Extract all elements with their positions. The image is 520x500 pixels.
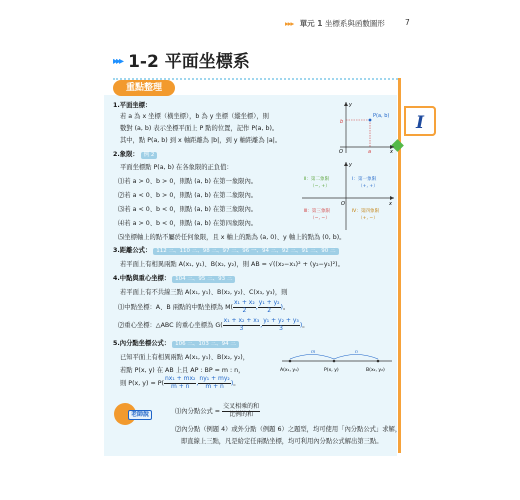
page-number: 7 xyxy=(405,18,410,27)
s3-distance-formula: 若平面上有相異兩點 A(x₁, y₁)、B(x₂, y₂)，則 AB = √((x₂−x₁)² + (y₂−y₁)²)。 xyxy=(120,261,344,268)
fig2-origin-label: O xyxy=(341,201,345,207)
s5-line-b: 若點 P(x, y) 在 AB 上且 AP : BP = m : n， xyxy=(120,367,245,374)
fig2-q1: Ⅰ：第一象限 xyxy=(352,177,377,182)
s1-heading: 1.平面坐標： xyxy=(113,102,152,109)
s2-tag: 例 2 xyxy=(141,152,158,159)
fig1-origin-label: O xyxy=(339,149,343,155)
key-points-badge: 重點整理 xyxy=(113,80,175,96)
fig2-q3-sign: （−, −） xyxy=(310,216,330,221)
teacher-fraction: $\frac{\text{交叉相乘的和}}{\text{比例的和}}$ xyxy=(223,403,260,418)
section-arrows: ▸▸▸ xyxy=(113,56,123,67)
s2-quadrant-1: ⑴若 a > 0、b > 0，則點 (a, b) 在第一象限內。 xyxy=(118,178,258,185)
s3-tag: 112 三、110 三、98 三、97 三、96 一、94 三、92 三、91 三、90 三 xyxy=(153,248,338,255)
running-header xyxy=(285,18,410,29)
s1-line-a: 若 a 為 x 坐標（橫坐標），b 為 y 坐標（縱坐標），則 xyxy=(120,113,269,120)
s3-heading: 3.距離公式： 112 三、110 三、98 三、97 三、96 一、94 三、92 三、91 三、90 三 xyxy=(113,246,339,255)
fig3-m-label: m xyxy=(311,350,316,355)
fig2-x-label: x xyxy=(389,201,392,207)
s2-quadrant-4: ⑷若 a > 0、b < 0，則點 (a, b) 在第四象限內。 xyxy=(118,220,258,227)
chapter-tab-label: I xyxy=(404,106,436,136)
fig3-a-label: A(x₁, y₁) xyxy=(280,368,299,373)
header-title: 坐標系與函數圖形 xyxy=(324,19,385,28)
fig1-x-label: x xyxy=(390,149,393,155)
fig3-p-label: P(x, y) xyxy=(324,368,339,373)
s2-axis-note: ⑸坐標軸上的點不屬於任何象限，且 x 軸上的點為 (a, 0)、y 軸上的點為 (0, b)。 xyxy=(118,234,346,241)
fig3-n-label: n xyxy=(355,350,358,355)
fig2-q3: Ⅲ：第三象限 xyxy=(304,209,331,214)
s4-tag: 104 三、95 三、93 三 xyxy=(172,276,235,283)
p-y-fraction: $\frac{\text{ny₁ + my₂}}{m + n}$ xyxy=(199,375,230,390)
mid-y-fraction: $\frac{\text{y₁ + y₂}}{2}$ xyxy=(258,299,280,314)
s4-heading: 4.中點與重心坐標： 104 三、95 三、93 三 xyxy=(113,274,235,283)
s4-centroid: ⑵重心坐標：△ABC 的重心坐標為 G( $\frac{\text{x₁ + x₂ + x₃}}{3}$ , $\frac{\text{y₁ + y₂ + y₃}}{3}$ )。 xyxy=(118,317,309,332)
s2-quadrant-2: ⑵若 a < 0、b > 0，則點 (a, b) 在第二象限內。 xyxy=(118,192,258,199)
internal-division-figure xyxy=(280,346,396,378)
s2-heading: 2.象限： 例 2 xyxy=(113,150,157,159)
header-unit: 單元 1 xyxy=(299,19,323,28)
s2-quadrant-3: ⑶若 a < 0、b < 0，則點 (a, b) 在第三象限內。 xyxy=(118,206,258,213)
fig1-y-label: y xyxy=(349,102,352,108)
fig1-p-label: P(a, b) xyxy=(373,113,390,119)
point-coordinate-figure xyxy=(328,100,396,155)
teacher-label: 老師說 xyxy=(128,410,152,420)
side-accent-bar xyxy=(398,78,401,453)
s5-heading: 5.內分點坐標公式： 106 三、103 三、94 三 xyxy=(113,339,239,348)
fig2-q1-sign: （+, +） xyxy=(358,184,378,189)
teacher-note-2: ⑵內分點（例題 4）或外分點（例題 6）之題型，均可使用「內分點公式」求解， xyxy=(175,426,402,433)
s1-line-c: 其中，點 P(a, b) 到 x 軸距離為 |b|，到 y 軸距離為 |a|。 xyxy=(120,137,282,144)
g-x-fraction: $\frac{\text{x₁ + x₂ + x₃}}{3}$ xyxy=(223,317,260,332)
fig3-b-label: B(x₂, y₂) xyxy=(366,368,385,373)
fig2-q2-sign: （−, +） xyxy=(310,184,330,189)
s2-line-a: 平面坐標點 P(a, b) 在各象限的正負值： xyxy=(120,164,233,171)
chapter-tab xyxy=(404,106,436,136)
fig1-a-label: a xyxy=(368,149,372,155)
s4-midpoint: ⑴中點坐標：A、B 兩點的中點坐標為 M( $\frac{\text{x₁ + x₂}}{2}$ , $\frac{\text{y₁ + y₂}}{2}$ )。 xyxy=(118,299,290,314)
fig2-q4-sign: （+, −） xyxy=(358,216,378,221)
teacher-note-1: ⑴內分點公式 = $\frac{\text{交叉相乘的和}}{\text{比例的和}}$ xyxy=(175,403,260,418)
section-title xyxy=(113,47,250,72)
s5-division-formula: 則 P(x, y) = P( $\frac{\text{nx₁ + mx₂}}{m + n}$ , $\frac{\text{ny₁ + my₂}}{m + n}$ )。 xyxy=(120,375,240,390)
section-title-text: 1-2 平面坐標系 xyxy=(128,52,250,72)
g-y-fraction: $\frac{\text{y₁ + y₂ + y₃}}{3}$ xyxy=(263,317,299,332)
fig2-y-label: y xyxy=(349,162,352,168)
p-x-fraction: $\frac{\text{nx₁ + mx₂}}{m + n}$ xyxy=(165,375,196,390)
fig2-q2: Ⅱ：第二象限 xyxy=(304,177,330,182)
header-arrows: ▸▸▸ xyxy=(285,19,294,28)
s4-line-a: 若平面上有不共線三點 A(x₁, y₁)、B(x₂, y₂)、C(x₃, y₃)，則 xyxy=(120,289,288,296)
fig1-b-label: b xyxy=(340,119,344,125)
s1-line-b: 數對 (a, b) 表示坐標平面上 P 點的位置，記作 P(a, b)。 xyxy=(120,125,279,132)
teacher-note-3: 即直線上三點，凡是給定任兩點坐標，均可利用內分點公式解出第三點。 xyxy=(181,438,383,445)
mid-x-fraction: $\frac{\text{x₁ + x₂}}{2}$ xyxy=(233,299,255,314)
s5-tag: 106 三、103 三、94 三 xyxy=(172,341,239,348)
s5-line-a: 已知平面上有相異兩點 A(x₁, y₁)、B(x₂, y₂)， xyxy=(120,354,250,361)
quadrant-figure xyxy=(300,160,396,232)
fig2-q4: Ⅳ：第四象限 xyxy=(352,209,380,214)
